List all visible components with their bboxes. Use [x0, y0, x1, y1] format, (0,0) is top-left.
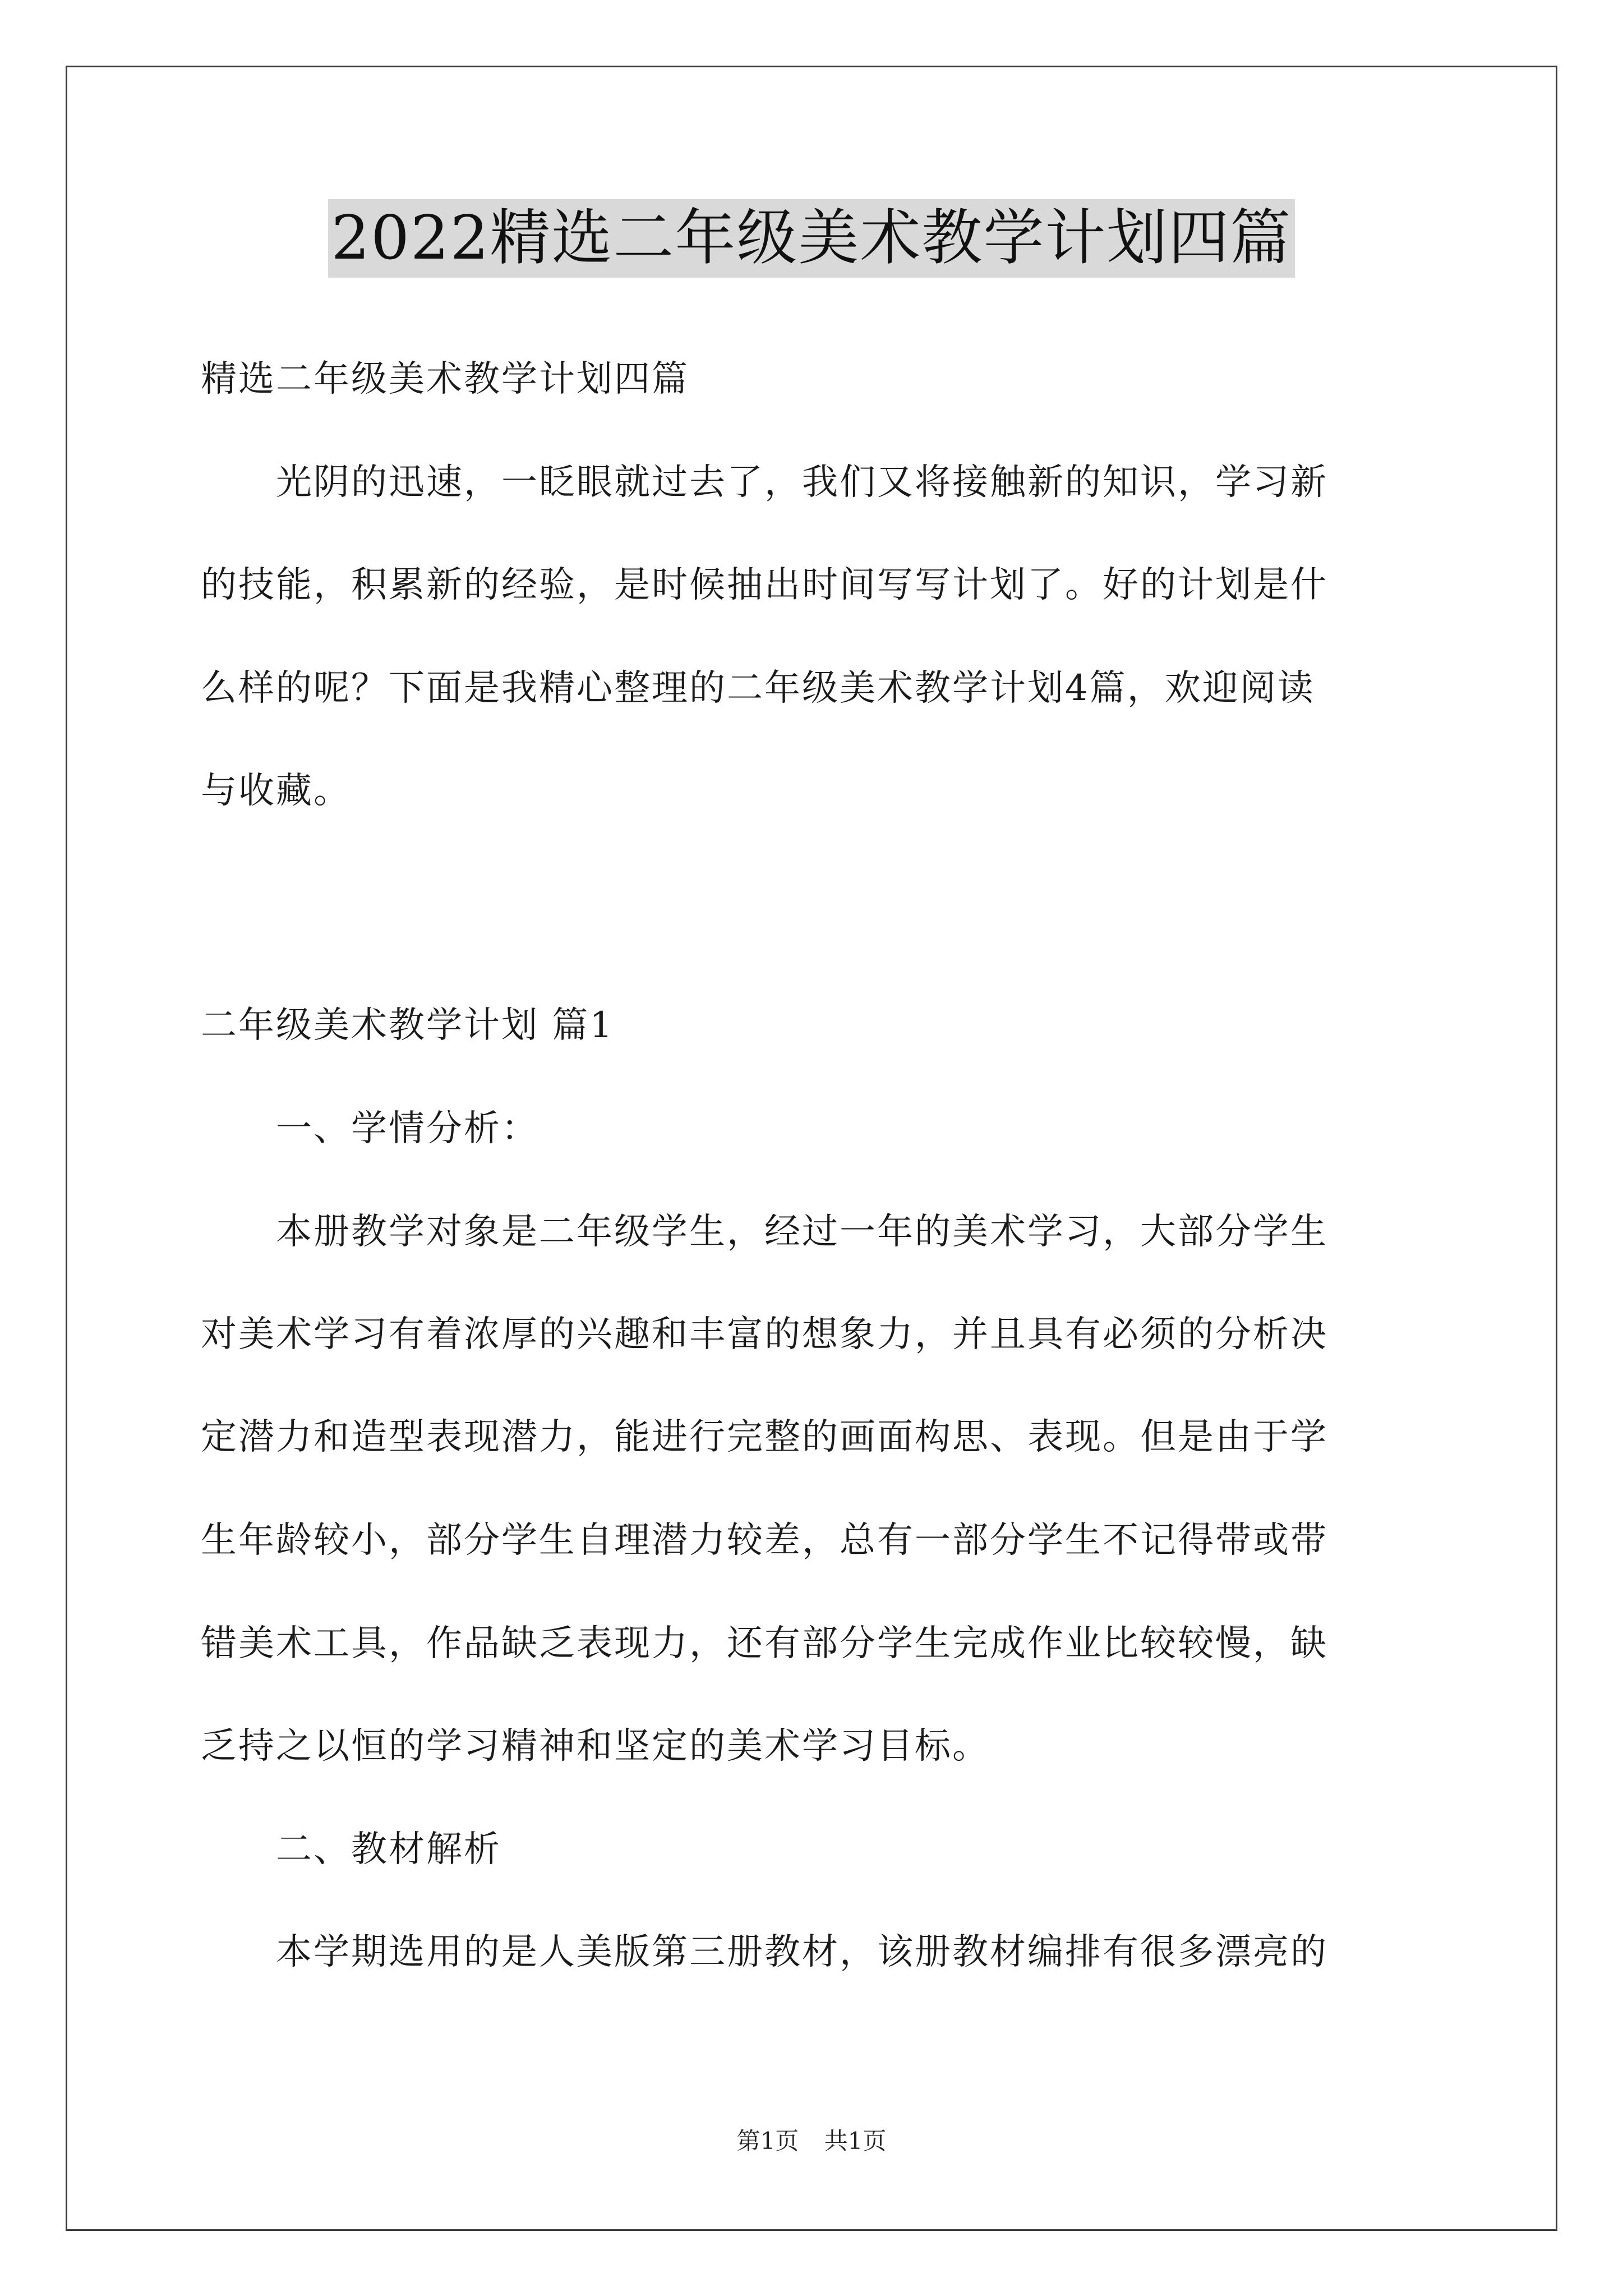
- subsection-heading: 二、教材解析: [201, 1829, 501, 1870]
- page-number: 第1页: [736, 2127, 799, 2155]
- subsection-heading: 一、学情分析：: [201, 1108, 539, 1149]
- doc-subtitle: 精选二年级美术教学计划四篇: [201, 358, 689, 400]
- page-footer: [0, 2126, 1623, 2156]
- paragraph-line: 与收藏。: [201, 770, 351, 812]
- paragraph-line: 的技能，积累新的经验，是时候抽出时间写写计划了。好的计划是什: [201, 564, 1328, 606]
- paragraph-line: 本学期选用的是人美版第三册教材，该册教材编排有很多漂亮的: [201, 1931, 1328, 1973]
- paragraph-line: 么样的呢？下面是我精心整理的二年级美术教学计划4篇，欢迎阅读: [201, 668, 1315, 709]
- document-title: 2022精选二年级美术教学计划四篇: [328, 199, 1295, 278]
- paragraph-line: 生年龄较小，部分学生自理潜力较差，总有一部分学生不记得带或带: [201, 1520, 1328, 1561]
- paragraph-line: 乏持之以恒的学习精神和坚定的美术学习目标。: [201, 1726, 990, 1767]
- paragraph-line: 定潜力和造型表现潜力，能进行完整的画面构思、表现。但是由于学: [201, 1416, 1328, 1458]
- page-total: 共1页: [824, 2127, 887, 2155]
- paragraph-line: 对美术学习有着浓厚的兴趣和丰富的想象力，并且具有必须的分析决: [201, 1314, 1328, 1355]
- paragraph-line: 错美术工具，作品缺乏表现力，还有部分学生完成作业比较较慢，缺: [201, 1623, 1328, 1664]
- paragraph-line: 光阴的迅速，一眨眼就过去了，我们又将接触新的知识，学习新: [201, 462, 1328, 503]
- paragraph-line: 本册教学对象是二年级学生，经过一年的美术学习，大部分学生: [201, 1211, 1328, 1253]
- section-heading: 二年级美术教学计划 篇1: [201, 1005, 615, 1046]
- title-wrap: [0, 199, 1623, 278]
